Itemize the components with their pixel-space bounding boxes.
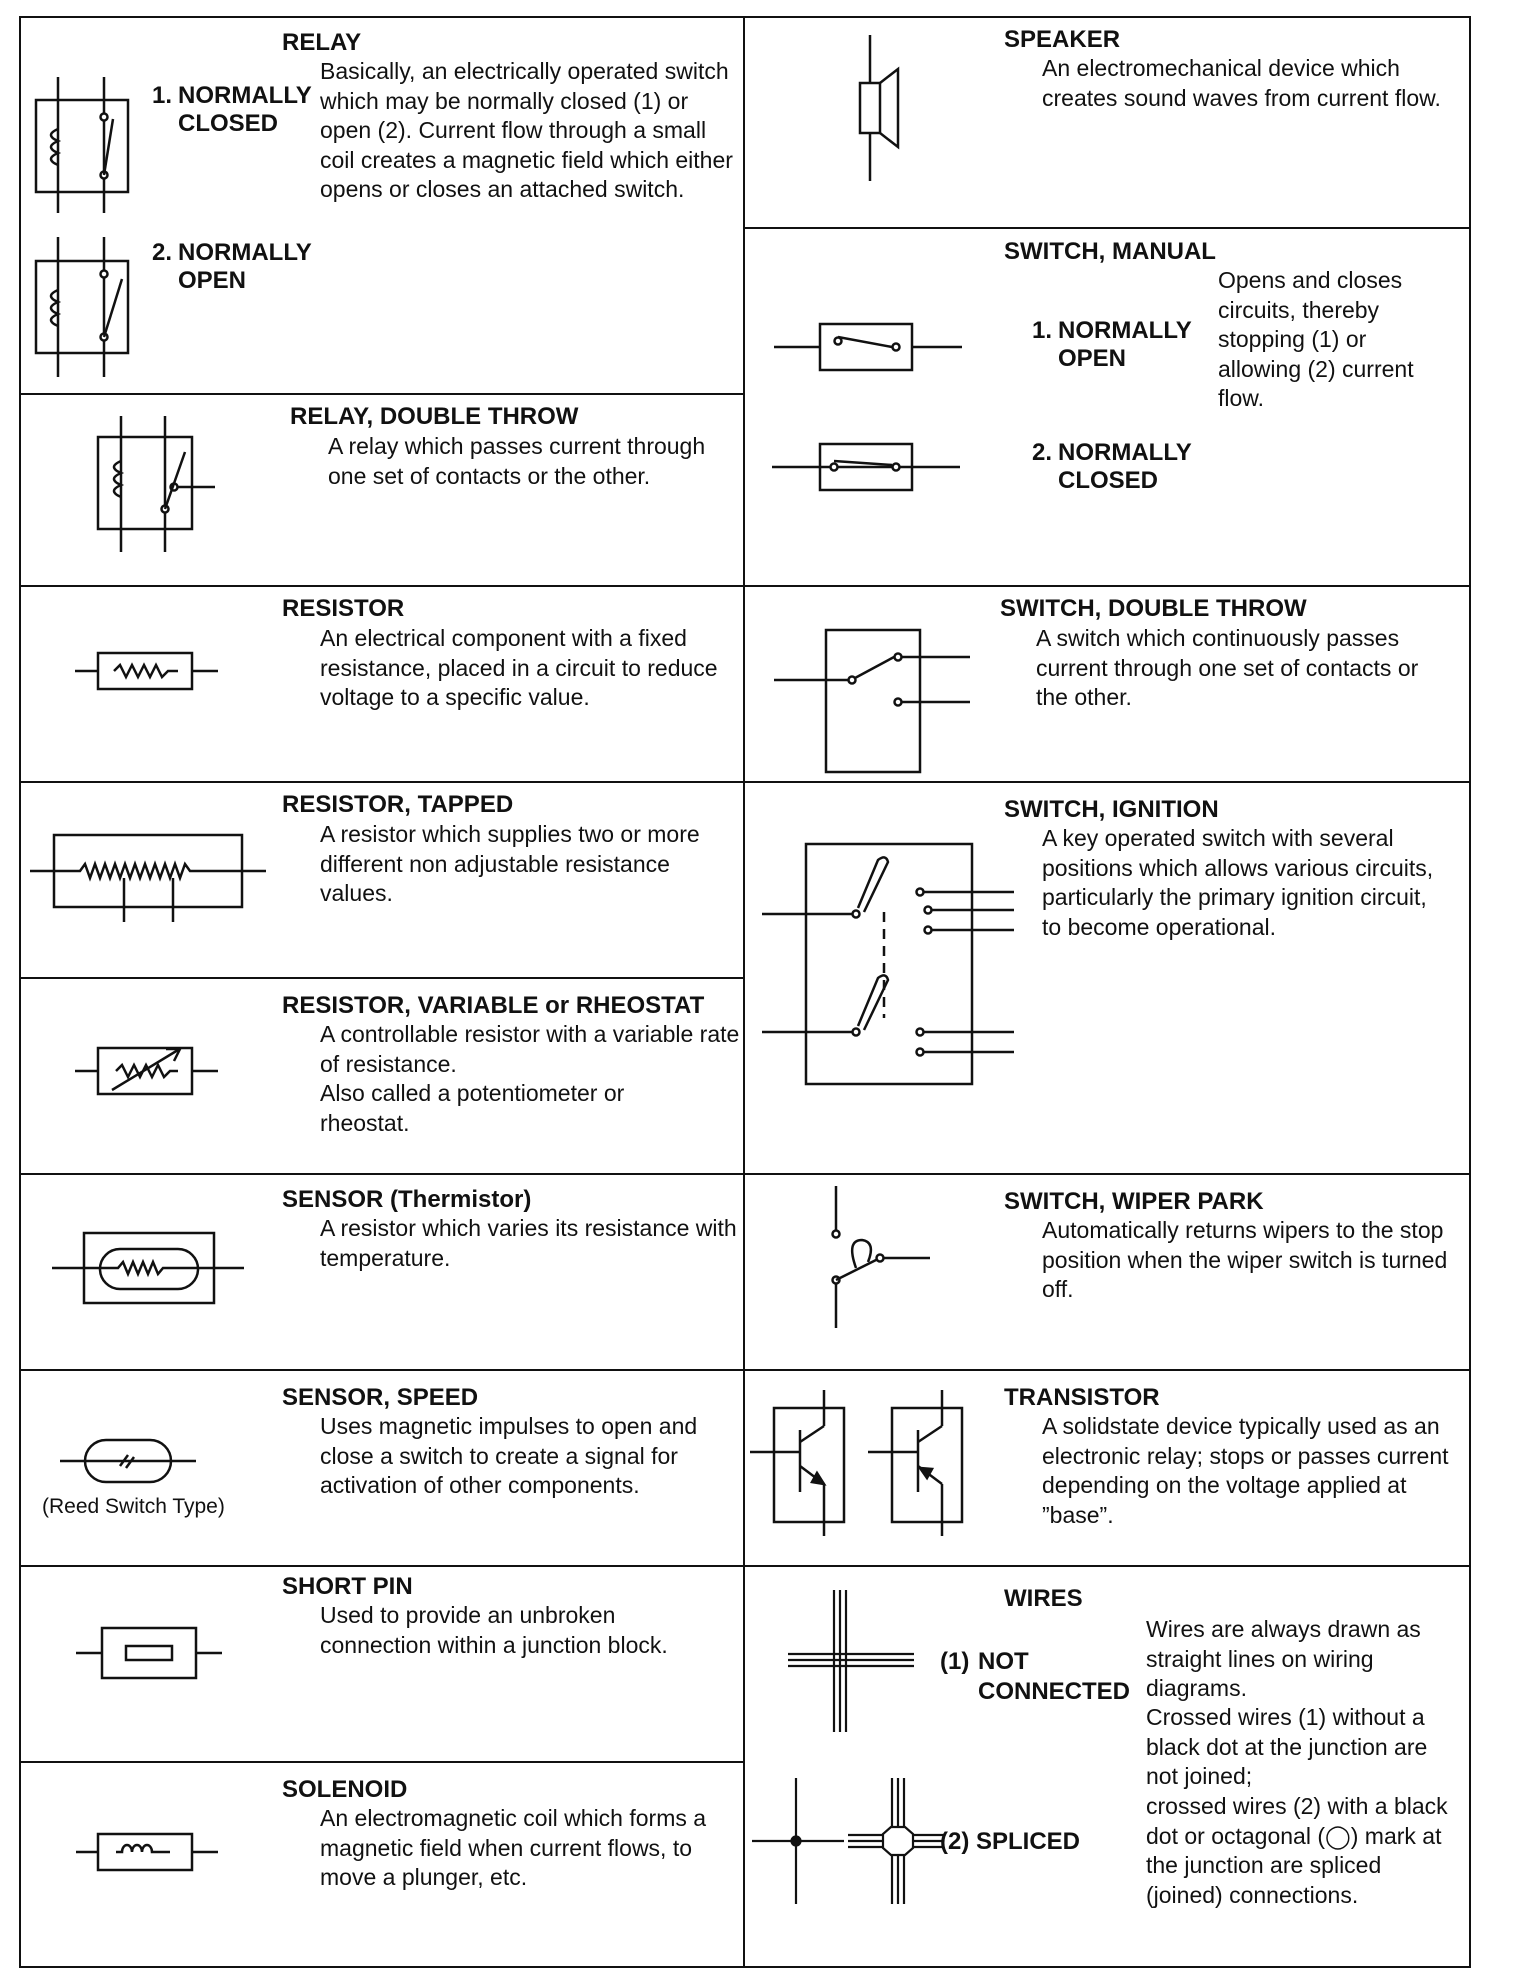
relay-variant2-num: 2. <box>152 239 173 266</box>
switch-manual-variant1-word2: OPEN <box>1058 345 1127 372</box>
switch-manual-variant2-num: 2. <box>1032 439 1053 466</box>
reed-switch-caption: (Reed Switch Type) <box>42 1495 225 1518</box>
relay-double-throw-title: RELAY, DOUBLE THROW <box>290 403 579 430</box>
switch-wiper-park-title: SWITCH, WIPER PARK <box>1004 1188 1264 1215</box>
wires-description3: crossed wires (2) with a black dot or octagonal (◯) mark at the junction are spliced (joined) connections. <box>1146 1793 1448 1908</box>
switch-manual-entry <box>744 228 1470 586</box>
switch-ignition-entry <box>744 782 1470 1174</box>
relay-description: Basically, an electrically operated switch which may be normally closed (1) or open (2). Current flow through a small coil creates a magnetic field which either opens or closes an attached switch. <box>320 58 733 202</box>
relay-double-throw-entry <box>20 394 744 586</box>
solenoid-description: An electromagnetic coil which forms a magnetic field when current flows, to move a plunger, etc. <box>320 1805 707 1890</box>
wires-entry <box>744 1566 1470 1967</box>
switch-wiper-park-entry <box>744 1174 1470 1370</box>
relay-variant1-num: 1. <box>152 82 173 109</box>
switch-ignition-title: SWITCH, IGNITION <box>1004 796 1219 823</box>
relay-variant2-word1: NORMALLY <box>178 239 312 266</box>
speaker-description: An electromechanical device which creates sound waves from current flow. <box>1042 55 1441 111</box>
short-pin-entry <box>20 1566 744 1762</box>
switch-ignition-description: A key operated switch with several positions which allows various circuits, particularly the primary ignition circuit, to become operational. <box>1042 825 1434 940</box>
relay-variant1-word2: CLOSED <box>178 110 279 137</box>
speaker-entry <box>744 17 1470 228</box>
switch-manual-title: SWITCH, MANUAL <box>1004 238 1216 265</box>
resistor-description: An electrical component with a fixed resistance, placed in a circuit to reduce voltage to a specific value. <box>320 625 718 710</box>
sensor-speed-description: Uses magnetic impulses to open and close a switch to create a signal for activation of other components. <box>320 1413 698 1498</box>
relay-variant2-word2: OPEN <box>178 267 247 294</box>
resistor-title: RESISTOR <box>282 595 405 622</box>
wires-not-connected-word1: NOT <box>978 1648 1029 1675</box>
short-pin-description: Used to provide an unbroken connection within a junction block. <box>320 1602 668 1658</box>
wires-title: WIRES <box>1004 1585 1083 1612</box>
switch-manual-variant1-num: 1. <box>1032 317 1053 344</box>
solenoid-entry <box>20 1762 744 1967</box>
sensor-thermistor-entry <box>20 1174 744 1370</box>
transistor-entry <box>744 1370 1470 1566</box>
resistor-variable-description1: A controllable resistor with a variable rate of resistance. <box>320 1021 740 1077</box>
switch-manual-variant2-word2: CLOSED <box>1058 467 1159 494</box>
resistor-tapped-entry <box>20 782 744 978</box>
short-pin-title: SHORT PIN <box>282 1573 413 1600</box>
wires-description1: Wires are always drawn as straight lines on wiring diagrams. <box>1146 1616 1421 1701</box>
resistor-tapped-title: RESISTOR, TAPPED <box>282 791 514 818</box>
sensor-thermistor-title: SENSOR (Thermistor) <box>282 1186 532 1213</box>
relay-entry <box>20 17 744 394</box>
speaker-title: SPEAKER <box>1004 26 1121 53</box>
relay-double-throw-description: A relay which passes current through one set of contacts or the other. <box>328 433 706 489</box>
sensor-speed-title: SENSOR, SPEED <box>282 1384 479 1411</box>
sensor-thermistor-description: A resistor which varies its resistance with temperature. <box>320 1215 737 1271</box>
solenoid-title: SOLENOID <box>282 1776 408 1803</box>
wires-spliced-label: (2) SPLICED <box>940 1828 1081 1855</box>
switch-manual-variant2-word1: NORMALLY <box>1058 439 1192 466</box>
resistor-variable-title: RESISTOR, VARIABLE or RHEOSTAT <box>282 992 705 1019</box>
wires-not-connected-num: (1) <box>940 1648 970 1675</box>
resistor-tapped-description: A resistor which supplies two or more different non adjustable resistance values. <box>320 821 700 906</box>
switch-wiper-park-description: Automatically returns wipers to the stop position when the wiper switch is turned off. <box>1042 1217 1448 1302</box>
switch-manual-variant1-word1: NORMALLY <box>1058 317 1192 344</box>
switch-double-throw-description: A switch which continuously passes current through one set of contacts or the other. <box>1036 625 1419 710</box>
wires-not-connected-word2: CONNECTED <box>978 1678 1131 1705</box>
resistor-entry <box>20 586 744 782</box>
resistor-variable-description2: Also called a potentiometer or rheostat. <box>320 1080 625 1136</box>
sensor-speed-entry <box>20 1370 744 1566</box>
relay-title: RELAY <box>282 29 362 56</box>
wires-description2: Crossed wires (1) without a black dot at the junction are not joined; <box>1146 1704 1428 1789</box>
transistor-description: A solidstate device typically used as an electronic relay; stops or passes current depending on the voltage applied at ”base”. <box>1042 1413 1449 1528</box>
transistor-title: TRANSISTOR <box>1004 1384 1160 1411</box>
switch-double-throw-title: SWITCH, DOUBLE THROW <box>1000 595 1307 622</box>
switch-double-throw-entry <box>744 586 1470 782</box>
resistor-variable-entry <box>20 978 744 1174</box>
switch-manual-description: Opens and closes circuits, thereby stopping (1) or allowing (2) current flow. <box>1218 267 1414 411</box>
relay-variant1-word1: NORMALLY <box>178 82 312 109</box>
